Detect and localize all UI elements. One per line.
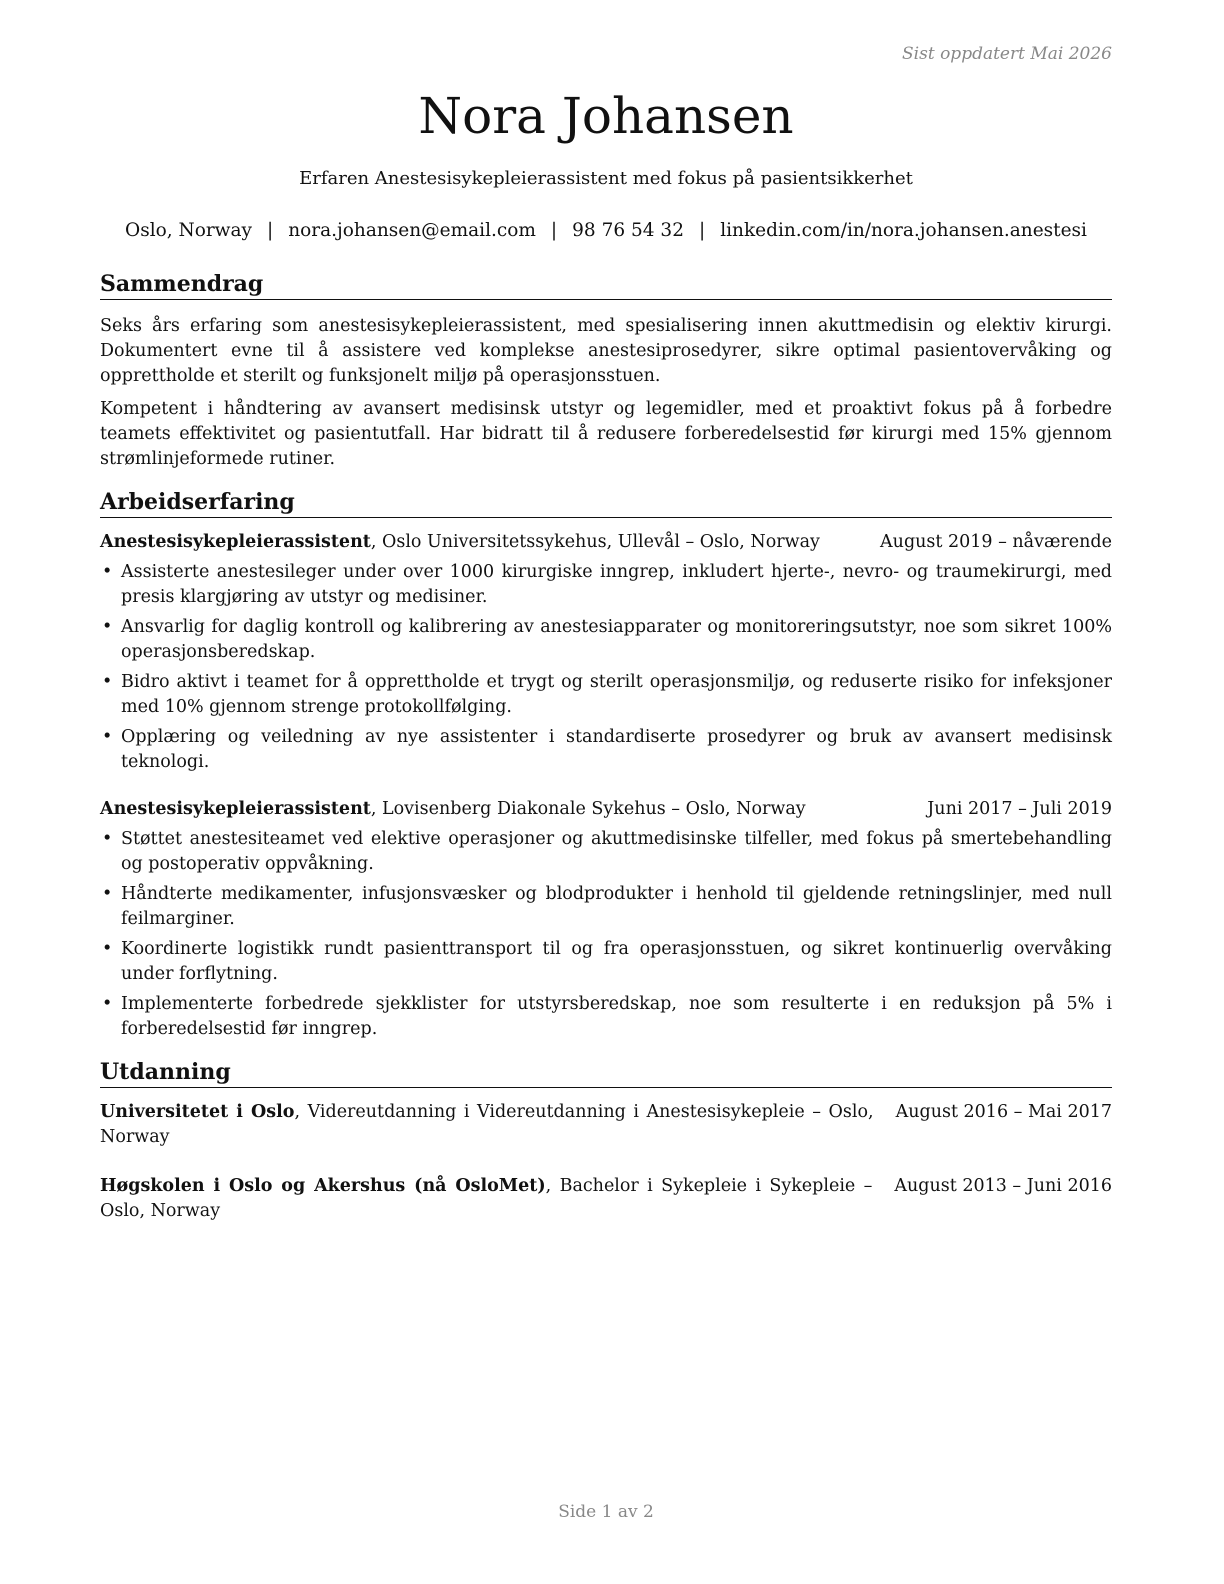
section-title-summary: Sammendrag — [100, 270, 1112, 300]
job-dates: August 2019 – nåværende — [880, 532, 1112, 552]
job-header — [100, 530, 1112, 555]
contact-separator: | — [267, 220, 274, 241]
bullet-dot: • — [102, 617, 113, 637]
bullet-dot: • — [102, 562, 113, 582]
job-role: Anestesisykepleierassistent — [100, 532, 371, 552]
section-title-experience: Arbeidserfaring — [100, 488, 1112, 518]
section-title-education: Utdanning — [100, 1058, 1112, 1088]
list-item — [100, 560, 1112, 610]
bullet-text: Assisterte anestesileger under over 1000 kirurgiske inngrep, inkludert hjerte-, nevro- og traumekirurgi, med presis klargjøring av utstyr og medisiner. — [121, 562, 1112, 607]
education-school: Høgskolen i Oslo og Akershus (nå OsloMet) — [100, 1176, 546, 1196]
candidate-name: Nora Johansen — [418, 87, 794, 145]
job-bullets — [100, 827, 1112, 1042]
job-title-line — [100, 530, 880, 555]
experience-section — [100, 488, 1112, 1042]
summary-paragraph: Kompetent i håndtering av avansert medisinsk utstyr og legemidler, med et proaktivt fokus på å forbedre teamets effektivitet og pasientutfall. Har bidratt til å redusere forberedelsestid før kirurgi med 15% gjennom strømlinjeformede rutiner. — [100, 399, 1112, 469]
bullet-dot: • — [102, 994, 113, 1014]
bullet-text: Håndterte medikamenter, infusjonsvæsker og blodprodukter i henhold til gjeldende retningslinjer, med null feilmarginer. — [121, 884, 1112, 929]
contact-phone: 98 76 54 32 — [572, 220, 684, 241]
job-dates: Juni 2017 – Juli 2019 — [927, 799, 1112, 819]
contact-email[interactable]: nora.johansen@email.com — [288, 220, 536, 241]
job-title-line — [100, 797, 927, 822]
bullet-text: Implementerte forbedrede sjekklister for utstyrsberedskap, noe som resulterte i en reduksjon på 5% i forberedelsestid før inngrep. — [121, 994, 1112, 1039]
list-item — [100, 937, 1112, 987]
bullet-text: Støttet anestesiteamet ved elektive operasjoner og akuttmedisinske tilfeller, med fokus på smertebehandling og postoperativ oppvåkning. — [121, 829, 1112, 874]
list-item — [100, 827, 1112, 877]
list-item — [100, 615, 1112, 665]
bullet-text: Koordinerte logistikk rundt pasienttransport til og fra operasjonsstuen, og sikret kontinuerlig overvåking under forflytning. — [121, 939, 1112, 984]
job-bullets — [100, 560, 1112, 775]
education-entry — [100, 1100, 1112, 1150]
job-entry — [100, 530, 1112, 775]
contact-separator: | — [550, 220, 558, 241]
job-header — [100, 797, 1112, 822]
summary-section — [100, 270, 1112, 472]
list-item — [100, 992, 1112, 1042]
bullet-text: Bidro aktivt i teamet for å opprettholde et trygt og sterilt operasjonsmiljø, og reduserte risiko for infeksjoner med 10% gjennom strenge protokollfølging. — [121, 672, 1112, 717]
contact-line — [100, 219, 1112, 243]
education-dates: August 2013 – Juni 2016 — [894, 1176, 1112, 1196]
job-entry — [100, 797, 1112, 1042]
bullet-text: Ansvarlig for daglig kontroll og kalibrering av anestesiapparater og monitoreringsutstyr, noe som sikret 100% operasjonsberedskap. — [121, 617, 1112, 662]
last-updated: Sist oppdatert Mai 2026 — [902, 44, 1112, 64]
page-number: Side 1 av 2 — [558, 1502, 654, 1522]
bullet-dot: • — [102, 939, 113, 959]
education-title-line — [100, 1174, 894, 1224]
education-detail: , Bachelor i Sykepleie i Sykepleie – Oslo, Norway — [100, 1176, 873, 1221]
summary-paragraph: Seks års erfaring som anestesisykepleierassistent, med spesialisering innen akuttmedisin og elektiv kirurgi. Dokumentert evne til å assistere ved komplekse anestesiprosedyrer, sikre optimal pasientovervåking og opprettholde et sterilt og funksjonelt miljø på operasjonsstuen. — [100, 316, 1112, 386]
bullet-dot: • — [102, 727, 113, 747]
list-item — [100, 882, 1112, 932]
resume-content — [100, 270, 1112, 1224]
job-role: Anestesisykepleierassistent — [100, 799, 371, 819]
bullet-dot: • — [102, 672, 113, 692]
education-school: Universitetet i Oslo — [100, 1102, 295, 1122]
education-detail: , Videreutdanning i Videreutdanning i Anestesisykepleie – Oslo, Norway — [100, 1102, 874, 1147]
resume-page — [100, 0, 1112, 1584]
education-title-line — [100, 1100, 896, 1150]
tagline: Erfaren Anestesisykepleierassistent med fokus på pasientsikkerhet — [299, 168, 913, 189]
education-entry — [100, 1174, 1112, 1224]
bullet-text: Opplæring og veiledning av nye assistenter i standardiserte prosedyrer og bruk av avansert medisinsk teknologi. — [121, 727, 1112, 772]
list-item — [100, 670, 1112, 720]
list-item — [100, 725, 1112, 775]
education-dates: August 2016 – Mai 2017 — [895, 1102, 1112, 1122]
contact-linkedin[interactable]: linkedin.com/in/nora.johansen.anestesi — [720, 220, 1087, 241]
contact-location: Oslo, Norway — [125, 220, 252, 241]
education-section — [100, 1058, 1112, 1224]
job-employer: , Oslo Universitetssykehus, Ullevål – Oslo, Norway — [370, 532, 820, 552]
contact-separator: | — [698, 220, 706, 241]
bullet-dot: • — [102, 829, 113, 849]
job-employer: , Lovisenberg Diakonale Sykehus – Oslo, Norway — [370, 799, 806, 819]
bullet-dot: • — [102, 884, 113, 904]
